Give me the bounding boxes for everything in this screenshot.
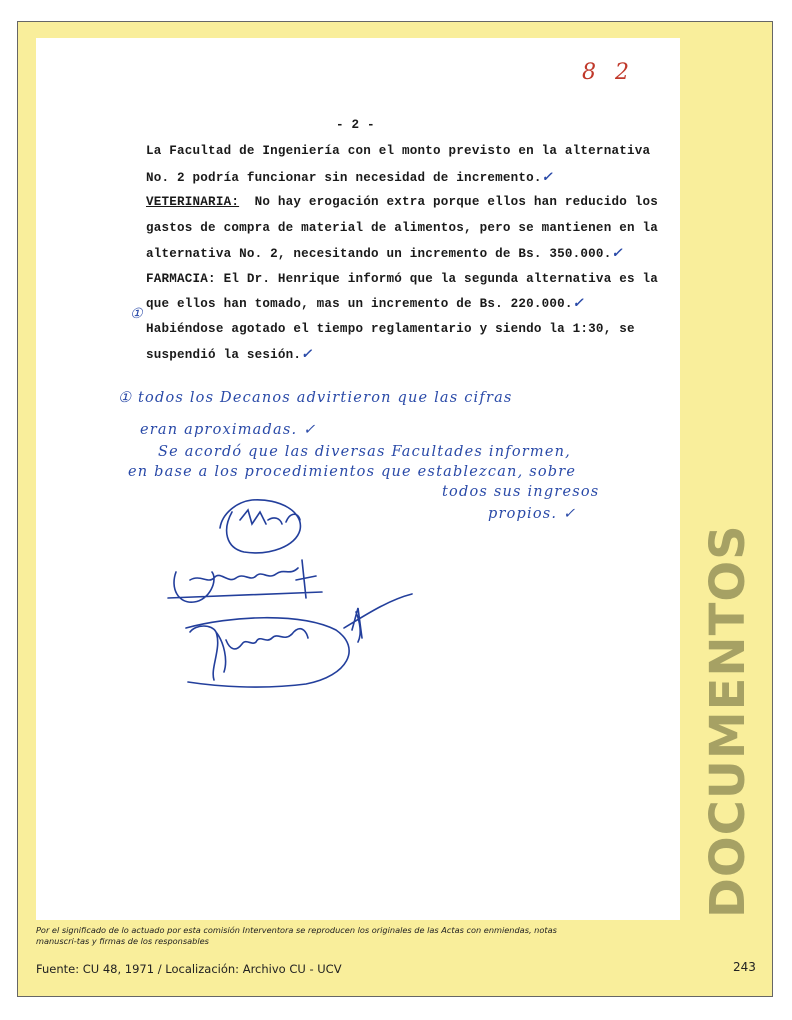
check-mark: ✓ xyxy=(572,296,584,311)
page-number: 243 xyxy=(733,960,756,974)
typed-line-9-text: suspendió la sesión. xyxy=(146,348,302,362)
signature-2 xyxy=(168,560,322,602)
handwritten-line-3: Se acordó que las diversas Facultades informen, xyxy=(158,444,571,460)
typed-line-6: FARMACIA: El Dr. Henrique informó que la segunda alternativa es la xyxy=(146,272,658,286)
footer-caption: Por el significado de lo actuado por esta comisión Interventora se reproducen los originales de las Actas con enmiendas, notas manuscri-tas y firmas de los responsables xyxy=(36,925,557,946)
signature-4 xyxy=(344,594,412,642)
typed-line-5-text: alternativa No. 2, necesitando un incremento de Bs. 350.000. xyxy=(146,247,612,261)
handwritten-line-5: todos sus ingresos xyxy=(442,484,600,500)
check-mark: ✓ xyxy=(541,170,553,185)
handwritten-line-4: en base a los procedimientos que establezcan, sobre xyxy=(128,464,577,480)
sidebar-title: DOCUMENTOS xyxy=(700,524,756,918)
veterinaria-heading: VETERINARIA: xyxy=(146,195,240,209)
typed-line-7-text: que ellos han tomado, mas un incremento de Bs. 220.000. xyxy=(146,297,573,311)
check-mark: ✓ xyxy=(611,246,623,261)
signature-1 xyxy=(220,500,300,553)
handwritten-page-number: 8 2 xyxy=(582,60,635,85)
footer-source: Fuente: CU 48, 1971 / Localización: Archivo CU - UCV xyxy=(36,962,342,976)
typed-line-8: Habiéndose agotado el tiempo reglamentario y siendo la 1:30, se xyxy=(146,322,635,336)
typed-line-1: La Facultad de Ingeniería con el monto previsto en la alternativa xyxy=(146,144,651,158)
margin-note-marker: ① xyxy=(130,306,144,322)
handwritten-line-2: eran aproximadas. ✓ xyxy=(140,422,317,438)
handwritten-line-1: ① todos los Decanos advirtieron que las cifras xyxy=(118,390,513,406)
signature-3 xyxy=(186,618,349,687)
check-mark: ✓ xyxy=(301,347,313,362)
typed-line-4: gastos de compra de material de alimentos, pero se mantienen en la xyxy=(146,221,658,235)
typed-line-3-text: No hay erogación extra porque ellos han reducido los xyxy=(239,195,658,209)
handwritten-line-6: propios. ✓ xyxy=(488,506,577,522)
page-marker: - 2 - xyxy=(336,118,375,132)
typed-line-2-text: No. 2 podría funcionar sin necesidad de incremento. xyxy=(146,171,542,185)
